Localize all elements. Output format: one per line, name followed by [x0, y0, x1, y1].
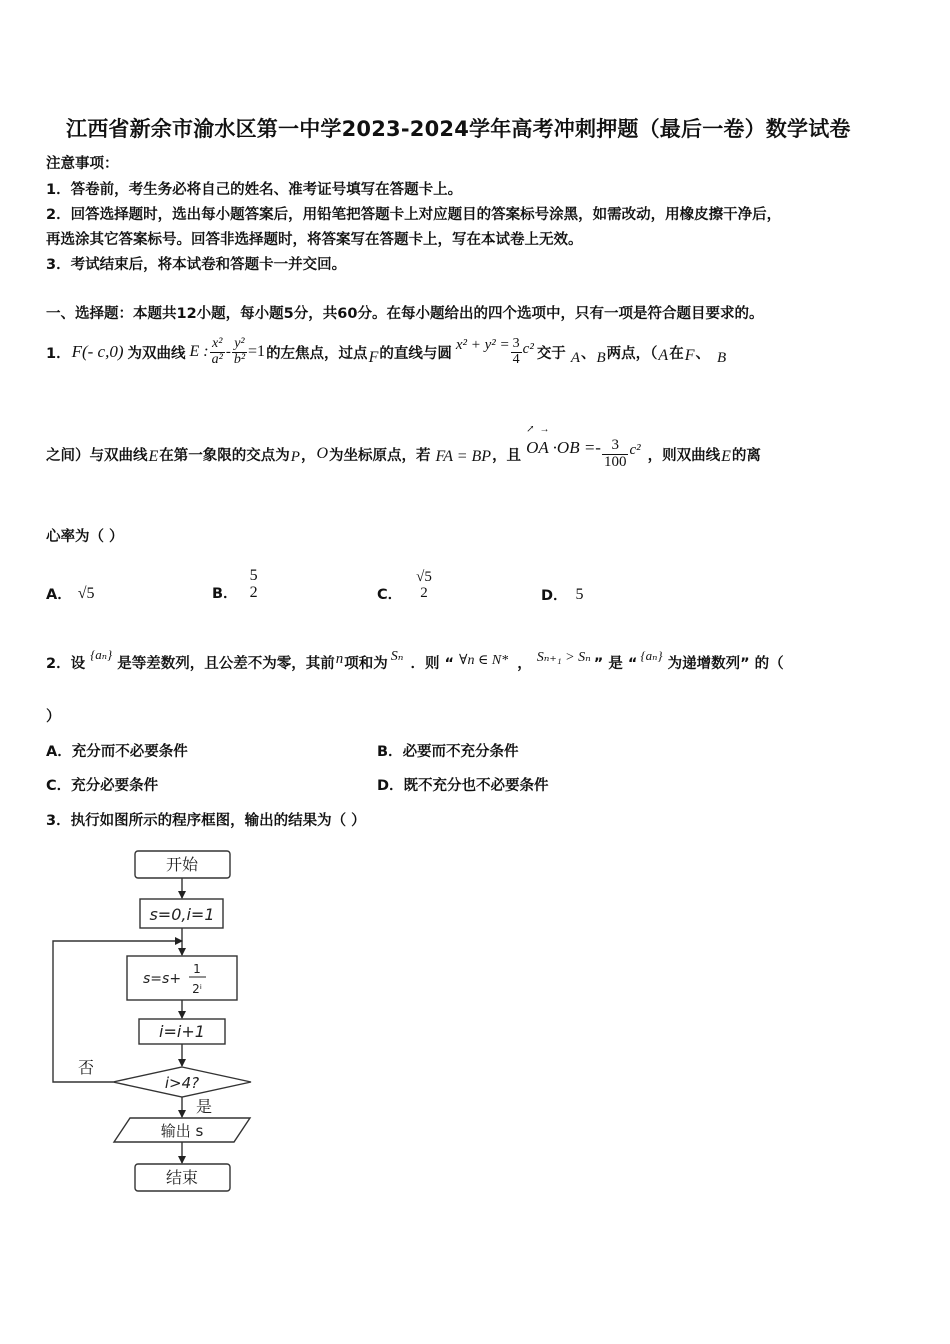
q1-point-f2: F — [684, 347, 695, 364]
q1-circle-lhs: x² + y² = — [455, 336, 510, 353]
q1-text-1: 为双曲线 — [127, 345, 186, 362]
flow-loop-arrow — [53, 941, 182, 1082]
flow-update-s-label: s=s+ — [143, 971, 182, 987]
option-value: 5 — [575, 585, 584, 603]
q1-l2-text-2: 在第一象限的交点为 — [159, 447, 290, 464]
flow-update-s-den: 2ⁱ — [192, 982, 202, 996]
q1-focus-point: F(- c,0) — [71, 342, 124, 361]
flow-update-i-label: i=i+1 — [159, 1022, 205, 1041]
vector-arrows-icon: ↗ → — [526, 424, 550, 435]
q2-close-paren: ） — [46, 709, 61, 725]
option-label: D． — [377, 778, 404, 794]
q1-l2-text-4: ，且 — [492, 447, 522, 464]
q1-l2-dot-frac: $\frac{3}{100}$ — [603, 436, 627, 470]
option-value: √5 — [77, 584, 95, 602]
flow-update-s-num: 1 — [193, 962, 201, 976]
flow-init-label: s=0,i=1 — [149, 905, 215, 924]
option-label: B． — [377, 744, 403, 760]
q1-l2-dot-product: ↗ → OA ·OB =- — [526, 424, 601, 457]
flow-start-label: 开始 — [165, 855, 199, 874]
q2-inequality: Sₙ₊₁ > Sₙ — [536, 649, 591, 665]
q1-point-a2: A — [658, 347, 669, 364]
notes-item-3: 3．考试结束后，将本试卷和答题卡一并交回。 — [46, 257, 347, 273]
q1-text-2: 的左焦点，过点 — [266, 345, 368, 362]
q1-l2-e: E — [148, 448, 159, 465]
q1-number: 1． — [46, 345, 71, 362]
q1-hyperbola-label: E : — [189, 343, 209, 360]
option-frac: √5 2 — [416, 569, 432, 601]
option-label: C． — [46, 778, 72, 794]
q1-dun: 、 — [580, 345, 596, 362]
q1-l2-p: P — [290, 448, 300, 465]
option-label: C． — [377, 586, 403, 603]
q1-l2-text-5: ，则双曲线 — [647, 447, 721, 464]
q1-text-4: 交于 — [536, 345, 566, 362]
q2-text-1: 是等差数列，且公差不为零，其前 — [117, 655, 335, 672]
q1-frac-y: $\frac{\text{y²}}{\text{b²}}$ — [233, 335, 246, 367]
q2-sequence-2: {aₙ} — [640, 648, 663, 663]
q2-number: 2．设 — [46, 655, 86, 672]
q1-point-b2: B — [716, 349, 727, 366]
notes-item-1: 1．答卷前，考生务必将自己的姓名、准考证号填写在答题卡上。 — [46, 182, 463, 198]
q1-l2-dot-c2: c² — [629, 441, 641, 458]
notes-item-2-cont: 再选涂其它答案标号。回答非选择题时，将答案写在答题卡上，写在本试卷上无效。 — [46, 232, 583, 248]
option-text: 既不充分也不必要条件 — [403, 778, 549, 794]
q2-text-3: ．则 “ — [410, 655, 455, 672]
q1-l2-o: O — [316, 445, 329, 462]
option-label: B． — [212, 585, 238, 602]
q1-frac-x: $\frac{\text{x²}}{\text{a²}}$ — [211, 335, 223, 367]
q1-line-3: 心率为（ ） — [46, 529, 124, 545]
q2-comma: ， — [517, 655, 532, 672]
q1-text-5: 两点，（ — [606, 345, 658, 362]
q1-l2-comma: ， — [300, 447, 316, 464]
option-text: 必要而不充分条件 — [402, 744, 519, 760]
flow-end-label: 结束 — [165, 1168, 199, 1187]
flow-no-label: 否 — [78, 1058, 95, 1077]
q2-n: n — [335, 650, 344, 667]
option-text: 充分而不必要条件 — [71, 744, 188, 760]
q1-l2-text-1: 之间）与双曲线 — [46, 447, 148, 464]
q1-circle-c2: c² — [522, 340, 534, 357]
section-heading: 一、选择题：本题共12小题，每小题5分，共60分。在每小题给出的四个选项中，只有一项是符合题目要求的。 — [46, 306, 764, 322]
q1-circle-frac: $\frac{3}{4}$ — [512, 335, 520, 367]
option-frac: 5 2 — [249, 567, 258, 601]
q2-text-2: 项和为 — [344, 655, 388, 672]
notes-item-2: 2．回答选择题时，选出每小题答案后，用铅笔把答题卡上对应题目的答案标号涂黑，如需改动，用橡皮擦干净后， — [46, 207, 782, 223]
q1-l2-fa-bp: FA = BP — [435, 448, 492, 465]
q1-dun-2: 、 — [695, 345, 710, 362]
q1-point-f: F — [368, 349, 379, 366]
q2-text-5: 为递增数列” 的（ — [667, 655, 784, 672]
q1-minus: - — [225, 343, 231, 360]
q1-l2-text-3: 为坐标原点，若 — [329, 447, 431, 464]
flow-condition-label: i>4? — [164, 1074, 200, 1092]
option-label: A． — [46, 744, 72, 760]
option-text: 充分必要条件 — [71, 778, 159, 794]
option-label: D． — [541, 588, 568, 604]
q1-l2-text-6: 的离 — [731, 447, 761, 464]
q1-text-6: 在 — [669, 345, 684, 362]
q2-text-4: ” 是 “ — [593, 655, 638, 672]
q1-text-3: 的直线与圆 — [379, 345, 452, 362]
q1-eq-one: =1 — [248, 343, 266, 360]
q3-text: 3．执行如图所示的程序框图，输出的结果为（ ） — [46, 813, 366, 829]
page-title: 江西省新余市渝水区第一中学2023-2024学年高考冲刺押题（最后一卷）数学试卷 — [66, 117, 851, 141]
flow-yes-label: 是 — [196, 1097, 213, 1116]
q2-sequence: {aₙ} — [90, 647, 113, 662]
option-label: A． — [46, 587, 72, 603]
q1-point-a: A — [570, 349, 580, 366]
q1-point-b: B — [596, 349, 606, 366]
q1-l2-e2: E — [721, 448, 731, 465]
notes-heading: 注意事项： — [46, 156, 119, 172]
q2-forall: ∀n ∈ N* — [459, 652, 509, 668]
q2-sn: Sₙ — [390, 648, 404, 664]
flow-output-label: 输出 s — [160, 1122, 204, 1140]
